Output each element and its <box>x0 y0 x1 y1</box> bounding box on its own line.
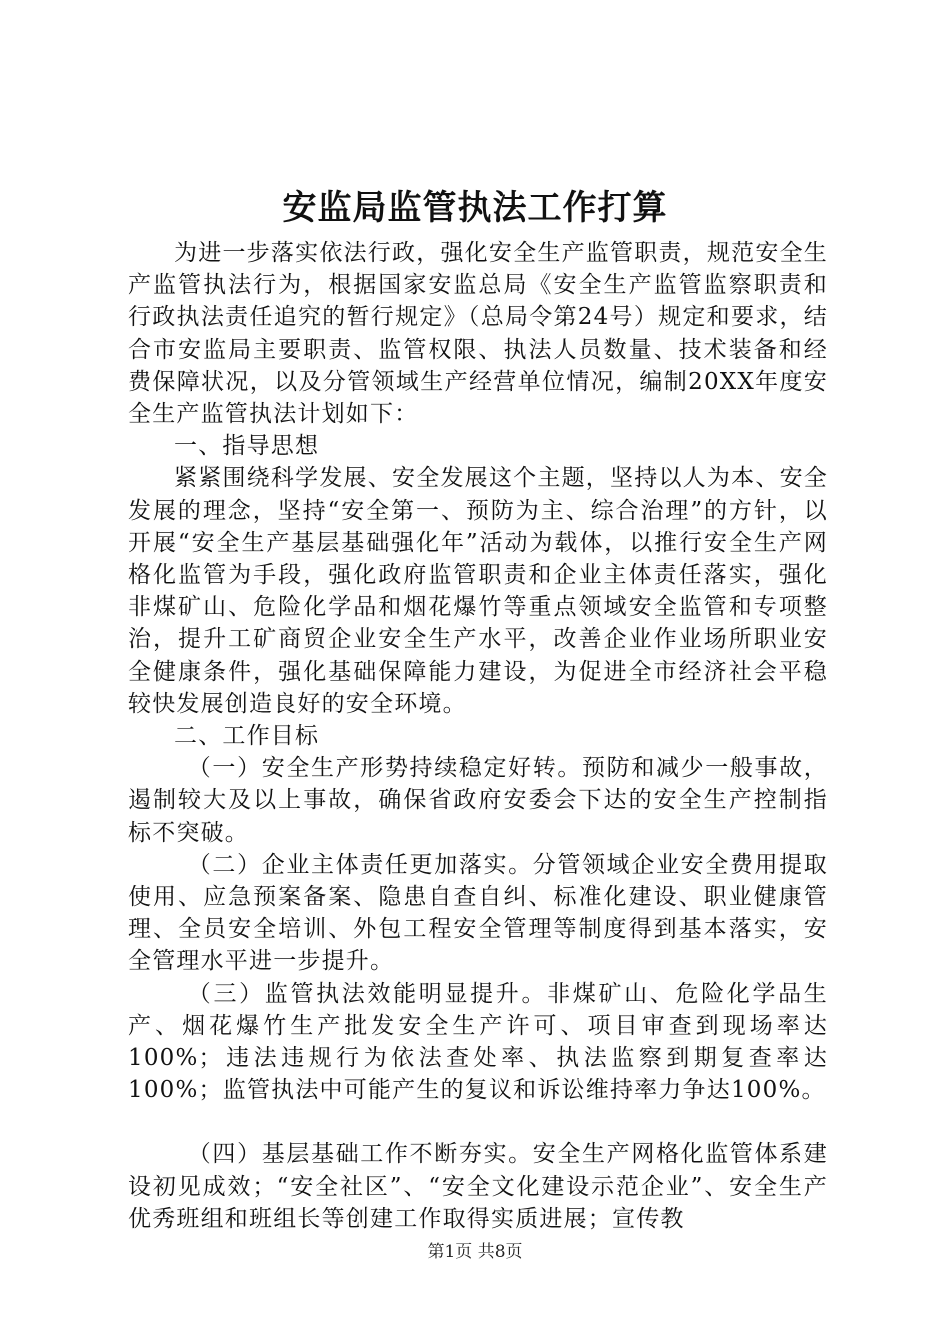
section-heading-guiding-ideology: 一、指导思想 <box>174 433 320 460</box>
goal-item-2: （二）企业主体责任更加落实。分管领域企业安全费用提取使用、应急预案备案、隐患自查自纠、标准化建设、职业健康管理、全员安全培训、外包工程安全管理等制度得到基本落实，安全管理水平进一步提升。 <box>128 851 828 975</box>
guiding-ideology-paragraph: 紧紧围绕科学发展、安全发展这个主题，坚持以人为本、安全发展的理念，坚持“安全第一、预防为主、综合治理”的方针，以开展“安全生产基层基础强化年”活动为载体，以推行安全生产网格化监管为手段，强化政府监管职责和企业主体责任落实，强化非煤矿山、危险化学品和烟花爆竹等重点领域安全监管和专项整治，提升工矿商贸企业安全生产水平，改善企业作业场所职业安全健康条件，强化基础保障能力建设，为促进全市经济社会平稳较快发展创造良好的安全环境。 <box>128 465 828 717</box>
section-heading-work-goals: 二、工作目标 <box>174 723 320 750</box>
document-body <box>128 237 828 1235</box>
goal-item-4: （四）基层基础工作不断夯实。安全生产网格化监管体系建设初见成效；“安全社区”、“安全文化建设示范企业”、安全生产优秀班组和班组长等创建工作取得实质进展；宣传教 <box>128 1141 828 1232</box>
page-footer: 第1页 共8页 <box>427 1242 523 1262</box>
goal-item-1: （一）安全生产形势持续稳定好转。预防和减少一般事故，遏制较大及以上事故，确保省政府安委会下达的安全生产控制指标不突破。 <box>128 755 828 846</box>
document-title: 安监局监管执法工作打算 <box>282 188 668 228</box>
intro-paragraph: 为进一步落实依法行政，强化安全生产监管职责，规范安全生产监管执法行为，根据国家安监总局《安全生产监管监察职责和行政执法责任追究的暂行规定》（总局令第24号）规定和要求，结合市安监局主要职责、监管权限、执法人员数量、技术装备和经费保障状况，以及分管领域生产经营单位情况，编制20XX年度安全生产监管执法计划如下： <box>128 240 828 428</box>
goal-item-3: （三）监管执法效能明显提升。非煤矿山、危险化学品生产、烟花爆竹生产批发安全生产许可、项目审查到现场率达100%；违法违规行为依法查处率、执法监察到期复查率达100%；监管执法中可能产生的复议和诉讼维持率力争达100%。 <box>128 980 828 1104</box>
